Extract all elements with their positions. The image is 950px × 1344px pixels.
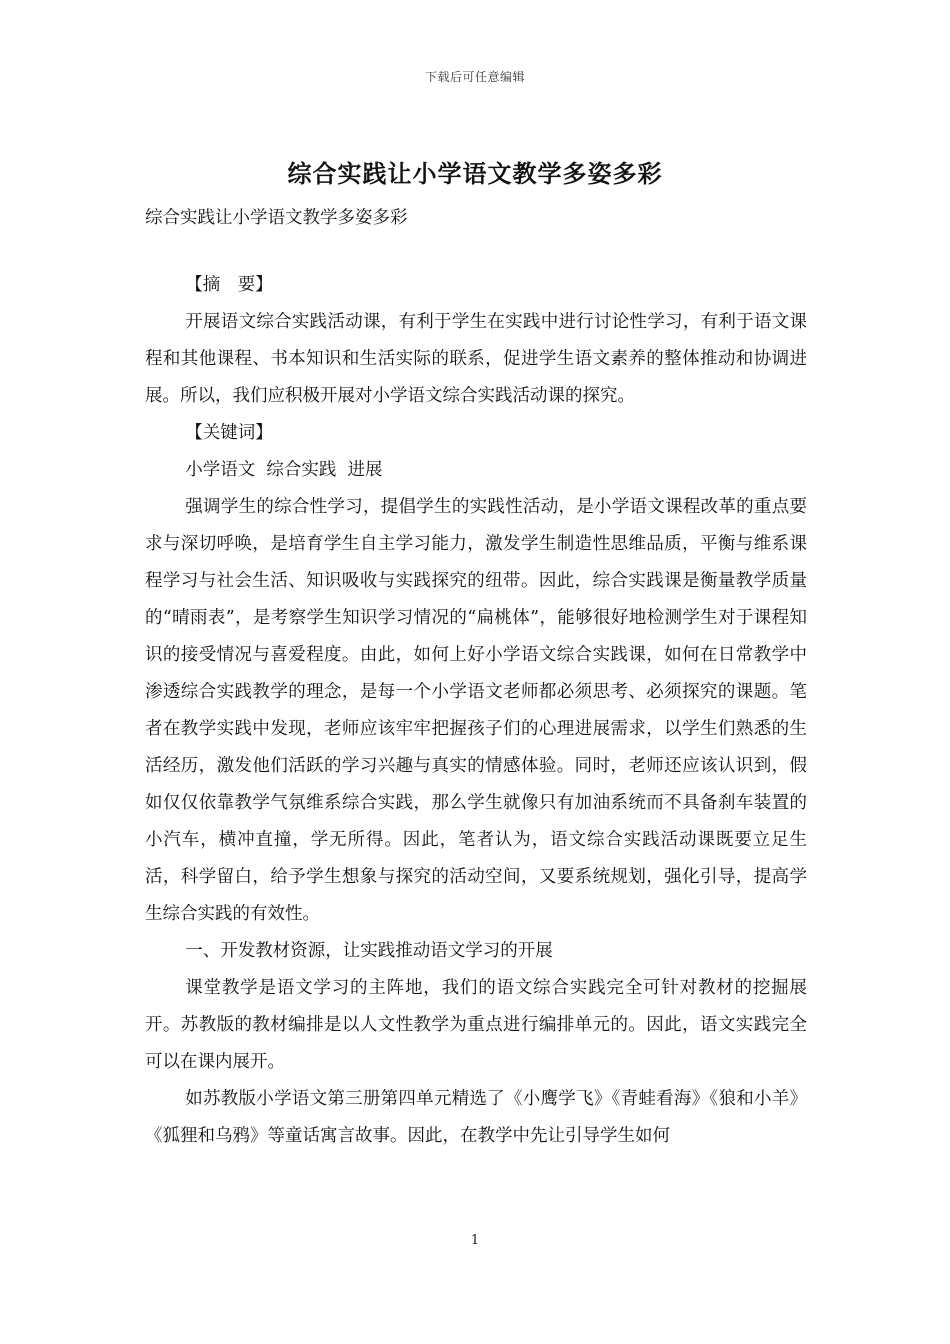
keywords-heading: 【关键词】 <box>185 423 273 443</box>
body-paragraph: 课堂教学是语文学习的主阵地，我们的语文综合实践完全可针对教材的挖掘展开。苏教版的教材编排是以人文性教学为重点进行编排单元的。因此，语文实践完全可以在课内展开。 <box>145 978 807 1072</box>
document-title: 综合实践让小学语文教学多姿多彩 <box>287 159 663 188</box>
body-paragraph: 如苏教版小学语文第三册第四单元精选了《小鹰学飞》《青蛙看海》《狼和小羊》《狐狸和乌鸦》等童话寓言故事。因此，在教学中先让引导学生如何 <box>145 1089 807 1146</box>
spacer <box>145 237 807 267</box>
header-note: 下载后可任意编辑 <box>424 70 525 84</box>
body-paragraph: 强调学生的综合性学习，提倡学生的实践性活动，是小学语文课程改革的重点要求与深切呼唤，是培育学生自主学习能力，激发学生制造性思维品质，平衡与维系课程学习与社会生活、知识吸收与实践探究的纽带。因此，综合实践课是衡量教学质量的“晴雨表”，是考察学生知识学习情况的“扁桃体”，能够很好地检测学生对于课程知识的接受情况与喜爱程度。由此，如何上好小学语文综合实践课，如何在日常教学中渗透综合实践教学的理念，是每一个小学语文老师都必须思考、必须探究的课题。笔者在教学实践中发现，老师应该牢牢把握孩子们的心理进展需求，以学生们熟悉的生活经历，激发他们活跃的学习兴趣与真实的情感体验。同时，老师还应该认识到，假如仅仅依靠教学气氛维系综合实践，那么学生就像只有加油系统而不具备刹车装置的小汽车，横冲直撞，学无所得。因此，笔者认为，语文综合实践活动课既要立足生活，科学留白，给予学生想象与探究的活动空间，又要系统规划，强化引导，提高学生综合实践的有效性。 <box>145 497 807 924</box>
keywords-text: 小学语文 综合实践 进展 <box>185 460 383 480</box>
document-body <box>145 200 807 1155</box>
section-heading: 一、开发教材资源，让实践推动语文学习的开展 <box>185 941 553 961</box>
page-number: 1 <box>470 1233 480 1248</box>
document-subtitle: 综合实践让小学语文教学多姿多彩 <box>145 208 408 228</box>
abstract-text: 开展语文综合实践活动课，有利于学生在实践中进行讨论性学习，有利于语文课程和其他课程、书本知识和生活实际的联系，促进学生语文素养的整体推动和协调进展。所以，我们应积极开展对小学语文综合实践活动课的探究。 <box>145 312 807 406</box>
abstract-heading: 【摘 要】 <box>185 275 273 295</box>
